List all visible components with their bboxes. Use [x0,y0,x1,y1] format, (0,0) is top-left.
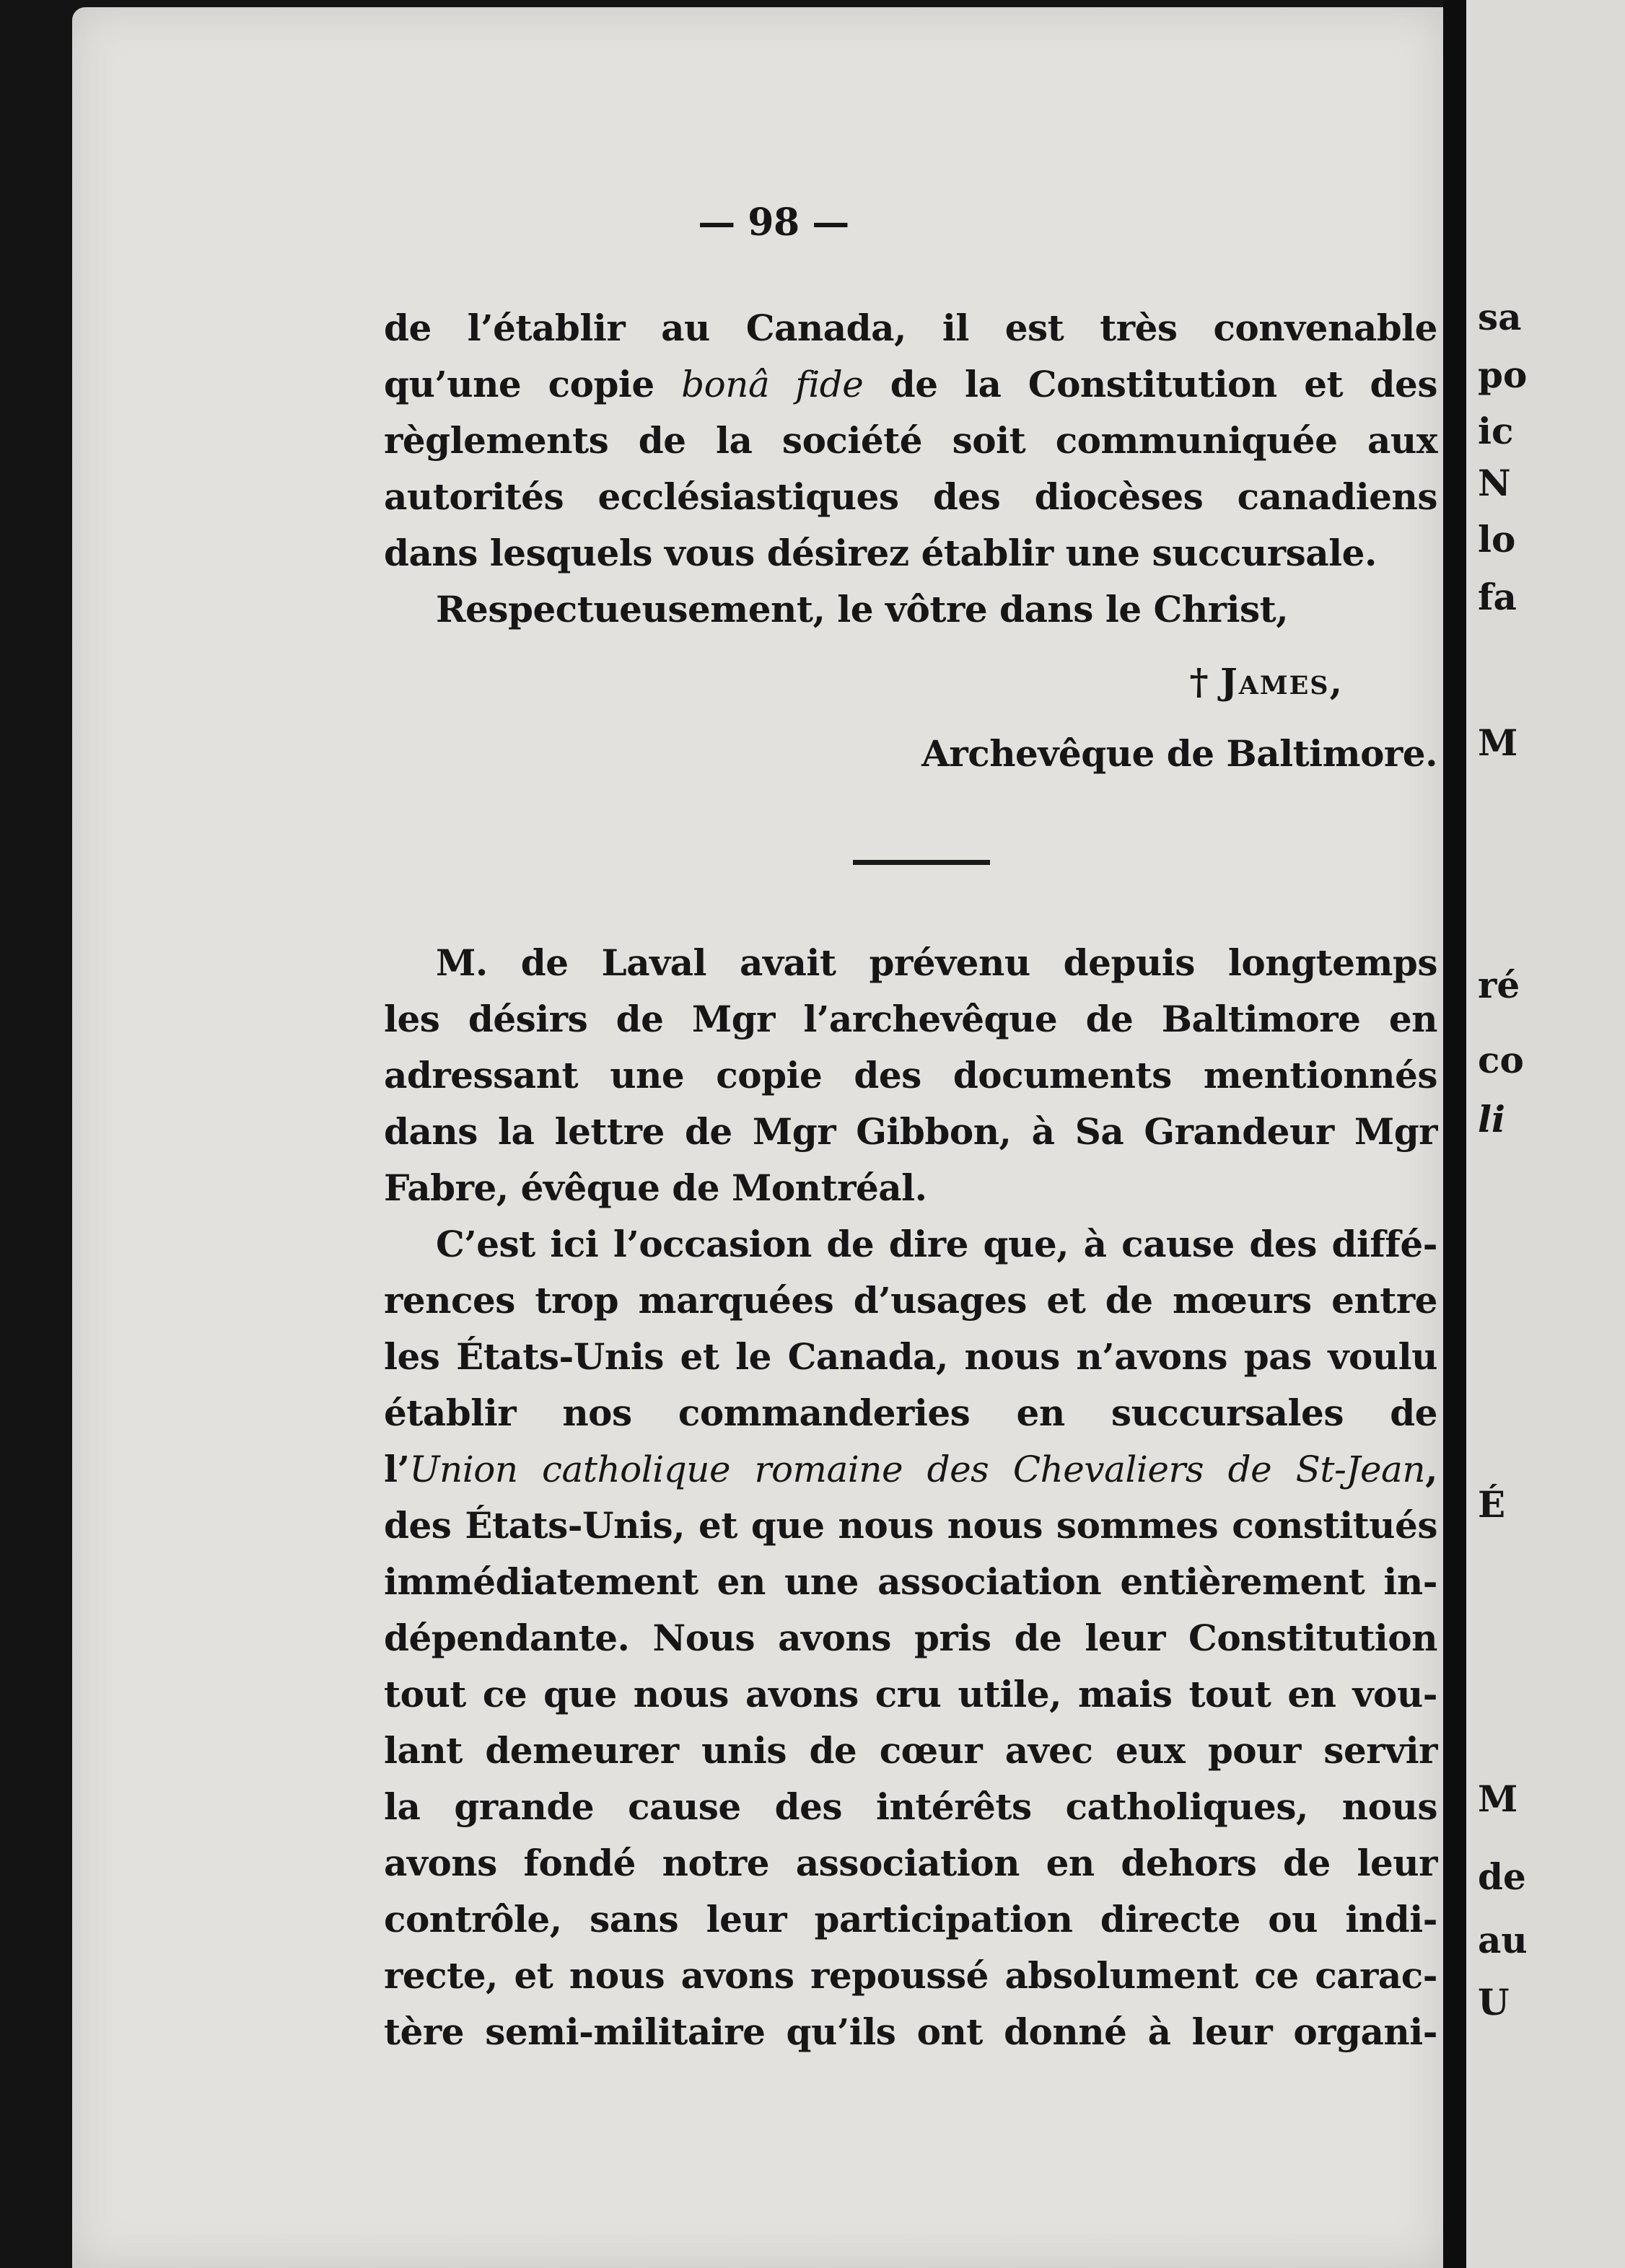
union-title: Union catholique romaine des Chevaliers de St-Jean [409,1449,1426,1490]
para3-line-9: tout ce que nous avons cru utile, mais tout en vou- [384,1673,1437,1715]
letter-line-5: dans lesquels vous désirez établir une succursale. [384,532,1377,574]
letter-line-2 [384,359,1437,410]
facing-fragment: fa [1478,576,1517,618]
para3-line-3: les États-Unis et le Canada, nous n’avons pas voulu [384,1335,1437,1378]
signatory: James, [1220,660,1344,703]
facing-fragment: ic [1478,410,1514,452]
closing-line: Respectueusement, le vôtre dans le Christ, [436,588,1289,630]
para3-line-1: C’est ici l’occasion de dire que, à cause des diffé- [436,1223,1437,1265]
facing-fragment: po [1478,353,1528,396]
para3-line-13: contrôle, sans leur participation directe ou indi- [384,1898,1437,1940]
para2-line-2: les désirs de Mgr l’archevêque de Baltimore en [384,998,1437,1040]
page-number: — 98 — [698,201,849,245]
facing-fragment: M [1478,721,1518,764]
para3-line-10: lant demeurer unis de cœur avec eux pour servir [384,1729,1437,1772]
facing-fragment: ré [1478,964,1520,1006]
para3-line-5-b: , [1425,1448,1437,1490]
para3-line-15: tère semi-militaire qu’ils ont donné à leur organi- [384,2010,1437,2053]
signature-name [384,656,1437,707]
signature-title: Archevêque de Baltimore. [921,732,1437,775]
para3-line-4: établir nos commanderies en succursales de [384,1392,1437,1434]
book-gutter [1443,0,1466,2268]
facing-fragment: É [1478,1483,1506,1526]
para2-line-4: dans la lettre de Mgr Gibbon, à Sa Grandeur Mgr [384,1110,1437,1153]
para3-line-6: des États-Unis, et que nous nous sommes constitués [384,1504,1437,1547]
para3-line-5-a: l’ [384,1448,410,1490]
para2-line-3: adressant une copie des documents mentionnés [384,1054,1437,1096]
facing-fragment: au [1478,1919,1528,1961]
para3-line-2: rences trop marquées d’usages et de mœurs entre [384,1279,1437,1322]
para2-line-1: M. de Laval avait prévenu depuis longtemps [436,941,1437,984]
facing-fragment: li [1478,1098,1505,1140]
facing-fragment: M [1478,1777,1518,1820]
facing-fragment: de [1478,1855,1526,1898]
letter-line-4: autorités ecclésiastiques des diocèses canadiens [384,475,1437,518]
facing-fragment: lo [1478,518,1516,561]
facing-fragment: co [1478,1039,1524,1081]
letter-line-3: règlements de la société soit communiquée aux [384,419,1437,462]
para2-line-5: Fabre, évêque de Montréal. [384,1166,927,1209]
letter-line-1: de l’établir au Canada, il est très convenable [384,307,1437,349]
para3-line-8: dépendante. Nous avons pris de leur Constitution [384,1617,1437,1659]
para3-line-7: immédiatement en une association entièrement in- [384,1560,1437,1603]
letter-line-2-b: de la Constitution et des [890,363,1437,405]
bona-fide: bonâ fide [681,364,864,405]
section-rule [853,860,990,865]
letter-line-2-a: qu’une copie [384,363,682,405]
cross-glyph: † [1189,660,1209,703]
para3-line-14: recte, et nous avons repoussé absolument ce carac- [384,1954,1437,1997]
facing-fragment: U [1478,1981,1510,2023]
para3-line-11: la grande cause des intérêts catholiques, nous [384,1785,1437,1828]
book-page [72,7,1443,2268]
facing-fragment: N [1478,462,1511,504]
para3-line-5 [384,1444,1437,1495]
facing-fragment: sa [1478,296,1522,338]
facing-page-edge [1466,0,1625,2268]
para3-line-12: avons fondé notre association en dehors de leur [384,1842,1437,1884]
